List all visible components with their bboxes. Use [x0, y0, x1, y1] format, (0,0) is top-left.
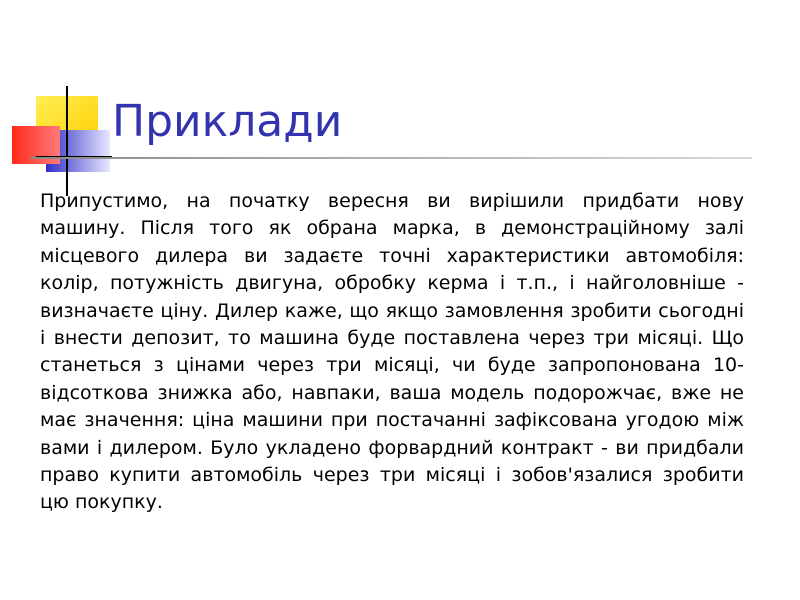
title-divider — [30, 157, 752, 159]
slide-body-text: Припустимо, на початку вересня ви вирішили придбати нову машину. Після того як обрана марка, в демонстраційному залі місцевого дилера ви задаєте точні характеристики автомобіля: колір, потужність двигуна, обробку керма і т.п., і найголовніше - визначаєте ціну. Дилер каже, що якщо замовлення зробити сьогодні і внести депозит, то машина буде поставлена через три місяці. Що станеться з цінами через три місяці, чи буде запропонована 10-відсоткова знижка або, навпаки, ваша модель подорожчає, вже не має значення: ціна машини при постачанні зафіксована угодою між вами і дилером. Було укладено форвардний контракт - ви придбали право купити автомобіль через три місяці і зобов'язалися зробити цю покупку. — [40, 190, 744, 514]
slide-title: Приклади — [112, 96, 343, 147]
